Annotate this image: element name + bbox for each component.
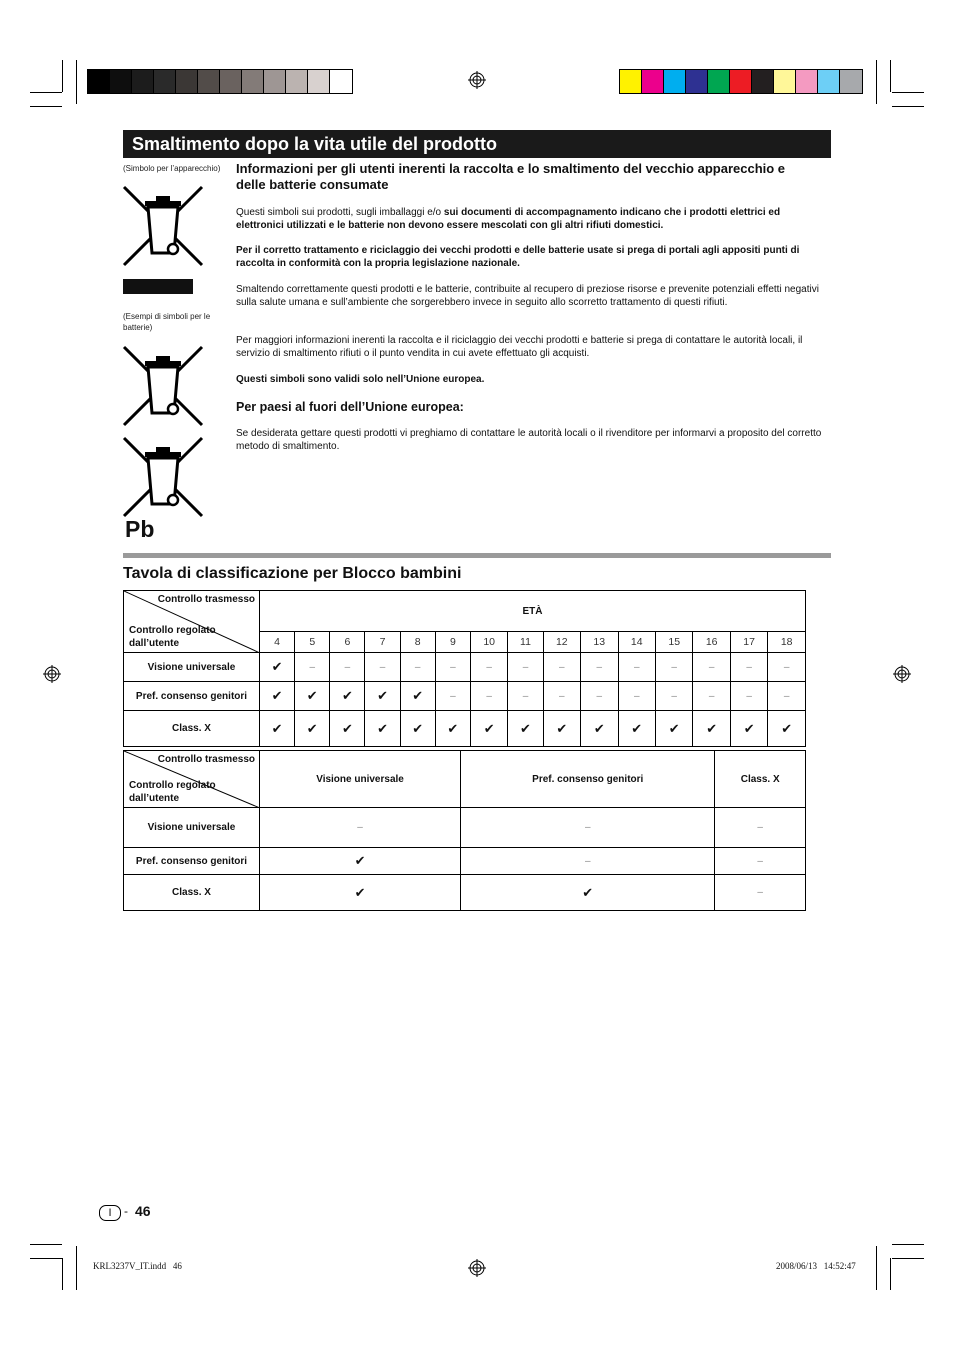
color-swatch bbox=[308, 70, 330, 93]
age-cell: 16 bbox=[693, 632, 730, 653]
disposal-heading: Informazioni per gli utenti inerenti la raccolta e lo smaltimento del vecchio apparecchio e delle batterie consumate bbox=[236, 161, 786, 192]
age-cell: 4 bbox=[260, 632, 295, 653]
dash-cell: – bbox=[400, 653, 435, 682]
check-icon: ✔ bbox=[260, 875, 461, 911]
check-icon: ✔ bbox=[260, 711, 295, 747]
age-cell: 7 bbox=[365, 632, 400, 653]
crop-mark bbox=[62, 60, 63, 92]
table-row bbox=[124, 808, 806, 848]
crossed-bin-icon bbox=[122, 436, 204, 518]
table-row bbox=[124, 848, 806, 875]
age-cell: 18 bbox=[768, 632, 806, 653]
age-cell: 10 bbox=[470, 632, 507, 653]
check-icon: ✔ bbox=[618, 711, 655, 747]
disposal-paragraph-2: Per il corretto trattamento e riciclaggio dei vecchi prodotti e delle batterie usate si prega di portali agli appositi punti di raccolta in conformità con la propria legislazione nazionale. bbox=[236, 245, 800, 269]
color-swatch bbox=[110, 70, 132, 93]
dash-cell: – bbox=[618, 653, 655, 682]
row-label: Visione universale bbox=[124, 653, 260, 682]
dash-cell: – bbox=[435, 653, 470, 682]
dash-cell: – bbox=[715, 848, 806, 875]
color-swatch bbox=[220, 70, 242, 93]
disposal-paragraph-1: Questi simboli sui prodotti, sugli imballaggi e/o sui documenti di accompagnamento indicano che i prodotti elettrici ed elettronici utilizzati e le batterie non devono essere mescolati con gli altri rifiuti domestici. bbox=[236, 207, 781, 231]
crop-mark bbox=[892, 1244, 924, 1245]
dash-cell: – bbox=[730, 653, 767, 682]
color-swatch bbox=[620, 70, 642, 93]
color-swatch bbox=[664, 70, 686, 93]
check-icon: ✔ bbox=[400, 711, 435, 747]
color-swatch bbox=[154, 70, 176, 93]
table-row bbox=[124, 875, 806, 911]
disposal-paragraph-4: Per maggiori informazioni inerenti la raccolta e il riciclaggio dei vecchi prodotti e batterie si prega di contattare le autorità locali, il servizio di smaltimento rifiuti o il punto vendita in cui avete effettuato gli acquisti. bbox=[236, 335, 803, 359]
check-icon: ✔ bbox=[330, 682, 365, 711]
dash-cell: – bbox=[543, 653, 580, 682]
check-icon: ✔ bbox=[655, 711, 692, 747]
age-cell: 6 bbox=[330, 632, 365, 653]
dash-cell: – bbox=[543, 682, 580, 711]
dash-cell: – bbox=[730, 682, 767, 711]
category-rating-table bbox=[123, 750, 806, 911]
disposal-paragraph-3: Smaltendo correttamente questi prodotti e le batterie, contribuite al recupero di preziose risorse e prevenite potenziali effetti negativi sulla salute umana e sull’ambiente che sorgerebbero invece in seguito allo scorretto trattamento di questi rifiuti. bbox=[236, 284, 819, 308]
outside-eu-heading: Per paesi al fuori dell’Unione europea: bbox=[236, 400, 464, 414]
color-swatch bbox=[88, 70, 110, 93]
dash-cell: – bbox=[330, 653, 365, 682]
dash-cell: – bbox=[461, 848, 715, 875]
check-icon: ✔ bbox=[543, 711, 580, 747]
table-row bbox=[124, 653, 806, 682]
dash-cell: – bbox=[260, 808, 461, 848]
dash-cell: – bbox=[581, 682, 618, 711]
dash-cell: – bbox=[655, 653, 692, 682]
dash-cell: – bbox=[693, 682, 730, 711]
dash-cell: – bbox=[655, 682, 692, 711]
dash-cell: – bbox=[715, 875, 806, 911]
check-icon: ✔ bbox=[365, 711, 400, 747]
age-cell: 5 bbox=[295, 632, 330, 653]
color-swatch bbox=[132, 70, 154, 93]
row-label: Class. X bbox=[124, 711, 260, 747]
language-badge: I bbox=[99, 1205, 121, 1221]
crossed-bin-icon bbox=[122, 185, 204, 267]
dash-cell: – bbox=[768, 653, 806, 682]
dash-cell: – bbox=[715, 808, 806, 848]
age-cell: 8 bbox=[400, 632, 435, 653]
dash-cell: – bbox=[693, 653, 730, 682]
row-label: Visione universale bbox=[124, 808, 260, 848]
row-label: Pref. consenso genitori bbox=[124, 682, 260, 711]
age-cell: 15 bbox=[655, 632, 692, 653]
section-title: Smaltimento dopo la vita utile del prodotto bbox=[123, 130, 831, 158]
section-divider bbox=[123, 553, 831, 558]
dash-cell: – bbox=[618, 682, 655, 711]
column-header: Pref. consenso genitori bbox=[461, 751, 715, 808]
color-swatch bbox=[840, 70, 862, 93]
check-icon: ✔ bbox=[295, 711, 330, 747]
age-cell: 13 bbox=[581, 632, 618, 653]
check-icon: ✔ bbox=[260, 848, 461, 875]
color-swatch bbox=[176, 70, 198, 93]
dash-cell: – bbox=[365, 653, 400, 682]
row-label: Pref. consenso genitori bbox=[124, 848, 260, 875]
check-icon: ✔ bbox=[330, 711, 365, 747]
color-swatch bbox=[818, 70, 840, 93]
dash-cell: – bbox=[508, 682, 543, 711]
color-swatch bbox=[796, 70, 818, 93]
device-symbol-caption: (Simbolo per l’apparecchio) bbox=[123, 164, 221, 173]
check-icon: ✔ bbox=[581, 711, 618, 747]
check-icon: ✔ bbox=[693, 711, 730, 747]
color-swatch bbox=[198, 70, 220, 93]
check-icon: ✔ bbox=[295, 682, 330, 711]
color-swatch bbox=[730, 70, 752, 93]
outside-eu-text: Se desiderata gettare questi prodotti vi preghiamo di contattare le autorità locali o il rivenditore per informarvi a proposito del corretto metodo di smaltimento. bbox=[236, 428, 822, 452]
battery-symbol-caption: (Esempi di simboli per le batterie) bbox=[123, 312, 211, 332]
crop-mark bbox=[876, 1246, 877, 1290]
crop-mark bbox=[890, 60, 891, 92]
column-header: Visione universale bbox=[260, 751, 461, 808]
color-swatch bbox=[642, 70, 664, 93]
corner-bottom-label: Controllo regolato dall’utente bbox=[129, 780, 216, 804]
page-separator: - bbox=[124, 1204, 128, 1218]
pb-label: Pb bbox=[125, 516, 155, 542]
color-swatch bbox=[752, 70, 774, 93]
table-corner-header bbox=[124, 591, 260, 653]
registration-mark-icon bbox=[468, 1259, 486, 1277]
color-swatch bbox=[686, 70, 708, 93]
dash-cell: – bbox=[768, 682, 806, 711]
registration-mark-icon bbox=[893, 665, 911, 683]
child-lock-heading: Tavola di classificazione per Blocco bambini bbox=[123, 565, 462, 582]
color-swatch bbox=[264, 70, 286, 93]
dash-cell: – bbox=[461, 808, 715, 848]
age-rating-table bbox=[123, 590, 806, 747]
color-bar-cmyk bbox=[619, 69, 863, 94]
column-header: Class. X bbox=[715, 751, 806, 808]
crop-mark bbox=[892, 92, 924, 93]
dash-cell: – bbox=[508, 653, 543, 682]
crop-mark bbox=[892, 106, 924, 107]
check-icon: ✔ bbox=[461, 875, 715, 911]
crop-mark bbox=[30, 106, 62, 107]
crop-mark bbox=[30, 1258, 62, 1259]
age-header: ETÀ bbox=[260, 591, 806, 632]
check-icon: ✔ bbox=[260, 653, 295, 682]
crop-mark bbox=[62, 1258, 63, 1290]
check-icon: ✔ bbox=[508, 711, 543, 747]
page-number: 46 bbox=[135, 1203, 151, 1219]
registration-mark-icon bbox=[43, 665, 61, 683]
check-icon: ✔ bbox=[768, 711, 806, 747]
crop-mark bbox=[876, 60, 877, 104]
check-icon: ✔ bbox=[730, 711, 767, 747]
dash-cell: – bbox=[470, 682, 507, 711]
table-row bbox=[124, 682, 806, 711]
corner-top-label: Controllo trasmesso bbox=[157, 754, 255, 765]
dash-cell: – bbox=[581, 653, 618, 682]
age-cell: 17 bbox=[730, 632, 767, 653]
color-swatch bbox=[774, 70, 796, 93]
color-swatch bbox=[286, 70, 308, 93]
black-bar-symbol bbox=[123, 279, 193, 294]
check-icon: ✔ bbox=[435, 711, 470, 747]
age-cell: 14 bbox=[618, 632, 655, 653]
crop-mark bbox=[76, 1246, 77, 1290]
color-swatch bbox=[708, 70, 730, 93]
crop-mark bbox=[30, 92, 62, 93]
check-icon: ✔ bbox=[400, 682, 435, 711]
color-swatch bbox=[242, 70, 264, 93]
print-timestamp: 2008/06/13 14:52:47 bbox=[776, 1261, 856, 1271]
check-icon: ✔ bbox=[260, 682, 295, 711]
file-name: KRL3237V_IT.indd 46 bbox=[93, 1261, 182, 1271]
table-corner-header bbox=[124, 751, 260, 808]
check-icon: ✔ bbox=[365, 682, 400, 711]
age-cell: 9 bbox=[435, 632, 470, 653]
registration-mark-icon bbox=[468, 71, 486, 89]
dash-cell: – bbox=[295, 653, 330, 682]
crop-mark bbox=[890, 1258, 891, 1290]
dash-cell: – bbox=[470, 653, 507, 682]
corner-top-label: Controllo trasmesso bbox=[157, 594, 255, 605]
color-swatch bbox=[330, 70, 352, 93]
dash-cell: – bbox=[435, 682, 470, 711]
crossed-bin-icon bbox=[122, 345, 204, 427]
color-bar-gray bbox=[87, 69, 353, 94]
check-icon: ✔ bbox=[470, 711, 507, 747]
age-cell: 12 bbox=[543, 632, 580, 653]
row-label: Class. X bbox=[124, 875, 260, 911]
crop-mark bbox=[892, 1258, 924, 1259]
disposal-paragraph-5: Questi simboli sono validi solo nell’Unione europea. bbox=[236, 374, 485, 385]
crop-mark bbox=[30, 1244, 62, 1245]
crop-mark bbox=[76, 60, 77, 104]
age-cell: 11 bbox=[508, 632, 543, 653]
corner-bottom-label: Controllo regolato dall’utente bbox=[129, 625, 216, 649]
table-row bbox=[124, 711, 806, 747]
